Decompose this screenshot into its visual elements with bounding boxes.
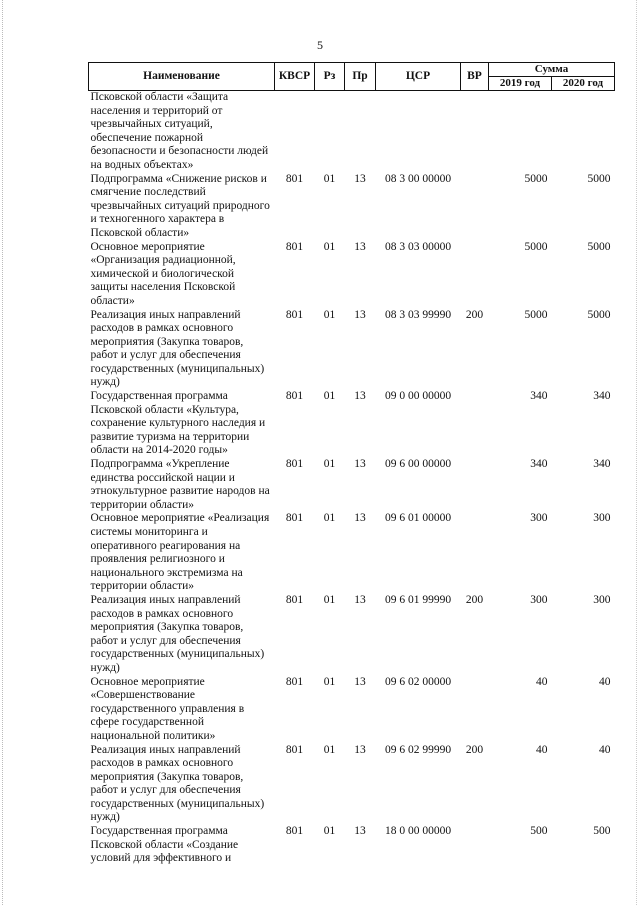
cell-kvsr: 801 <box>285 825 304 838</box>
table-row <box>89 241 615 309</box>
table-row <box>89 744 615 826</box>
cell-name: Реализация иных направлений расходов в рамках основного мероприятия (Закупка товаров, работ и услуг для обеспечения государственных (муниципальных) нужд) <box>90 593 265 674</box>
header-name: Наименование <box>89 63 275 91</box>
cell-pr: 13 <box>354 458 366 471</box>
cell-vr <box>461 512 489 594</box>
table-row <box>89 309 615 391</box>
cell-kvsr: 801 <box>285 458 304 471</box>
cell-name: Основное мероприятие «Совершенствование государственного управления в сфере государственной национальной политики» <box>90 675 245 742</box>
cell-csr: 09 0 00 00000 <box>384 390 452 403</box>
cell-sum-2019: 5000 <box>524 240 548 253</box>
header-year-2019: 2019 год <box>489 77 552 91</box>
cell-pr: 13 <box>354 308 366 321</box>
cell-csr: 09 6 01 99990 <box>384 593 452 606</box>
cell-kvsr: 801 <box>285 743 304 756</box>
cell-kvsr: 801 <box>285 308 304 321</box>
budget-table <box>88 62 615 866</box>
cell-csr: 09 6 02 00000 <box>384 675 452 688</box>
cell-rz: 01 <box>323 825 336 838</box>
cell-sum-2019: 5000 <box>524 308 548 321</box>
cell-name: Реализация иных направлений расходов в рамках основного мероприятия (Закупка товаров, работ и услуг для обеспечения государственных (муниципальных) нужд) <box>90 308 265 389</box>
cell-name: Подпрограмма «Укрепление единства российской нации и этнокультурное развитие народов на территории области» <box>90 458 270 511</box>
cell-sum-2020: 5000 <box>587 240 611 253</box>
cell-pr: 13 <box>354 240 366 253</box>
scan-edge-right <box>636 0 638 905</box>
cell-pr: 13 <box>354 825 366 838</box>
table-row <box>89 825 615 866</box>
cell-name: Государственная программа Псковской области «Создание условий для эффективного и <box>90 825 239 865</box>
table-row <box>89 676 615 744</box>
cell-kvsr <box>275 91 315 173</box>
header-kvsr: КВСР <box>275 63 315 91</box>
cell-sum-2019: 5000 <box>524 172 548 185</box>
cell-vr <box>461 390 489 458</box>
table-row <box>89 594 615 676</box>
header-rz: Рз <box>315 63 345 91</box>
cell-pr: 13 <box>354 593 366 606</box>
cell-csr <box>376 91 461 173</box>
table-header-row <box>89 63 615 77</box>
cell-sum-2020: 340 <box>593 390 611 403</box>
cell-rz: 01 <box>323 172 336 185</box>
cell-rz: 01 <box>323 390 336 403</box>
cell-rz: 01 <box>323 458 336 471</box>
cell-csr: 08 3 00 00000 <box>384 172 452 185</box>
cell-name: Государственная программа Псковской области «Культура, сохранение культурного наследия и развитие туризма на территории области на 2014-2020 годы» <box>90 390 266 457</box>
cell-pr: 13 <box>354 390 366 403</box>
cell-sum-2020: 40 <box>599 743 611 756</box>
cell-sum-2020: 5000 <box>587 172 611 185</box>
cell-kvsr: 801 <box>285 675 304 688</box>
cell-name: Основное мероприятие «Реализация системы мониторинга и оперативного реагирования на проявления религиозного и национального экстремизма на территории области» <box>90 512 270 593</box>
cell-name: Основное мероприятие «Организация радиационной, химической и биологической защиты населения Псковской области» <box>90 240 236 307</box>
header-year-2020: 2020 год <box>552 77 615 91</box>
cell-rz: 01 <box>323 675 336 688</box>
cell-csr: 09 6 00 00000 <box>384 458 452 471</box>
cell-pr: 13 <box>354 743 366 756</box>
cell-vr <box>461 676 489 744</box>
cell-sum-2019: 340 <box>530 390 548 403</box>
cell-rz <box>315 91 345 173</box>
header-pr: Пр <box>345 63 376 91</box>
scan-edge-left <box>2 0 4 905</box>
cell-vr <box>461 91 489 173</box>
cell-rz: 01 <box>323 240 336 253</box>
header-vr: ВР <box>461 63 489 91</box>
cell-name: Реализация иных направлений расходов в рамках основного мероприятия (Закупка товаров, работ и услуг для обеспечения государственных (муниципальных) нужд) <box>90 743 265 824</box>
cell-sum-2020 <box>552 91 615 173</box>
cell-sum-2019: 300 <box>530 593 548 606</box>
cell-csr: 08 3 03 99990 <box>384 308 452 321</box>
cell-kvsr: 801 <box>285 390 304 403</box>
table-row <box>89 390 615 458</box>
cell-pr: 13 <box>354 172 366 185</box>
cell-sum-2020: 340 <box>593 458 611 471</box>
cell-sum-2020: 300 <box>593 593 611 606</box>
cell-vr: 200 <box>465 308 484 321</box>
table-row <box>89 458 615 512</box>
cell-sum-2019: 340 <box>530 458 548 471</box>
cell-pr <box>345 91 376 173</box>
cell-pr: 13 <box>354 512 366 525</box>
cell-name: Подпрограмма «Снижение рисков и смягчение последствий чрезвычайных ситуаций природного и техногенного характера в Псковской области» <box>90 172 270 239</box>
cell-sum-2020: 40 <box>599 675 611 688</box>
cell-csr: 08 3 03 00000 <box>384 240 452 253</box>
page-number: 5 <box>317 38 323 52</box>
table-row <box>89 512 615 594</box>
header-csr: ЦСР <box>376 63 461 91</box>
header-sum: Сумма <box>489 63 615 77</box>
cell-csr: 09 6 01 00000 <box>384 512 452 525</box>
cell-vr <box>461 825 489 866</box>
table-body <box>89 91 615 866</box>
cell-rz: 01 <box>323 308 336 321</box>
cell-vr: 200 <box>465 743 484 756</box>
cell-vr <box>461 241 489 309</box>
cell-sum-2020: 300 <box>593 512 611 525</box>
cell-kvsr: 801 <box>285 172 304 185</box>
table-row <box>89 173 615 241</box>
cell-vr <box>461 458 489 512</box>
cell-vr <box>461 173 489 241</box>
cell-sum-2019: 40 <box>536 743 548 756</box>
cell-rz: 01 <box>323 593 336 606</box>
cell-kvsr: 801 <box>285 593 304 606</box>
cell-csr: 09 6 02 99990 <box>384 743 452 756</box>
cell-name: Псковской области «Защита населения и территорий от чрезвычайных ситуаций, обеспечение пожарной безопасности и безопасности людей на водных объектах» <box>90 91 269 171</box>
cell-vr: 200 <box>465 593 484 606</box>
cell-kvsr: 801 <box>285 512 304 525</box>
cell-sum-2020: 500 <box>593 825 611 838</box>
cell-sum-2019: 40 <box>536 675 548 688</box>
cell-sum-2019: 300 <box>530 512 548 525</box>
cell-csr: 18 0 00 00000 <box>384 825 452 838</box>
cell-sum-2019 <box>489 91 552 173</box>
table-row <box>89 91 615 173</box>
cell-pr: 13 <box>354 675 366 688</box>
cell-rz: 01 <box>323 512 336 525</box>
cell-sum-2019: 500 <box>530 825 548 838</box>
cell-kvsr: 801 <box>285 240 304 253</box>
cell-rz: 01 <box>323 743 336 756</box>
cell-sum-2020: 5000 <box>587 308 611 321</box>
